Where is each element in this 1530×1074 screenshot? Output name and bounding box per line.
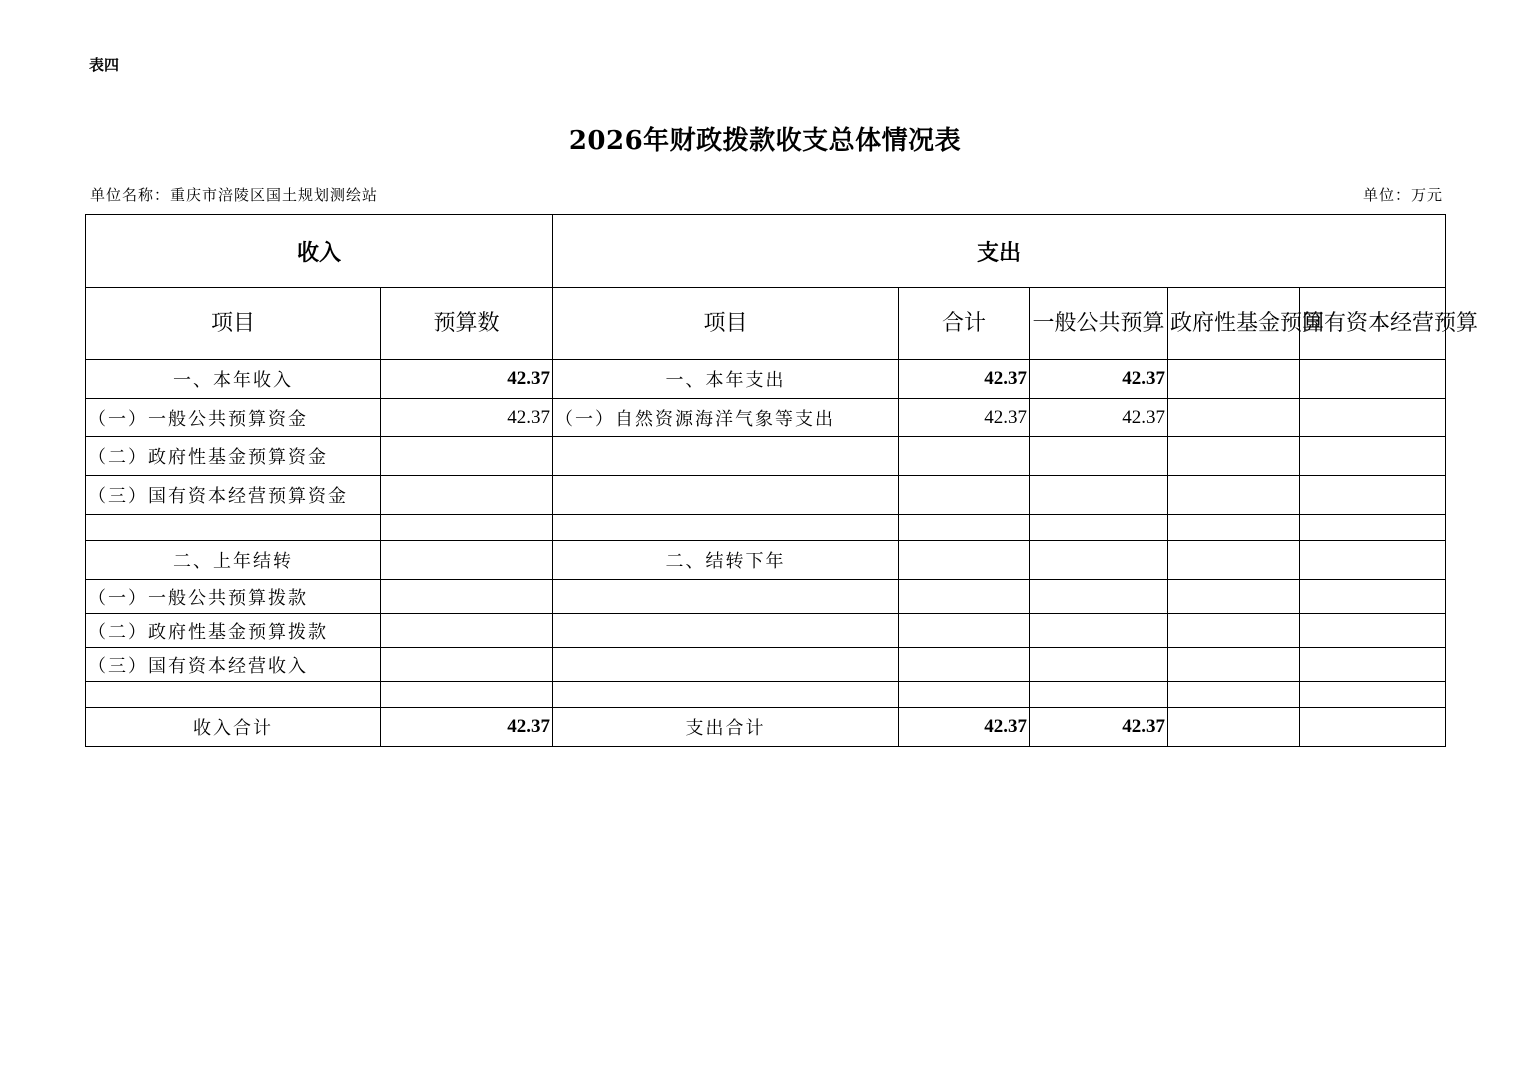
table-row [86, 682, 1446, 708]
expense-total-amount: 42.37 [899, 708, 1030, 747]
col-header-income-budget: 预算数 [381, 288, 553, 360]
income-item [86, 682, 381, 708]
expense-fund [1168, 614, 1300, 648]
expense-fund-total [1168, 708, 1300, 747]
table-row [86, 614, 1446, 648]
page-title: 2026年财政拨款收支总体情况表 [568, 126, 962, 156]
income-item: （二）政府性基金预算拨款 [86, 614, 381, 648]
expense-item [553, 614, 899, 648]
income-item: （一）一般公共预算拨款 [86, 580, 381, 614]
expense-item [553, 648, 899, 682]
expense-fund [1168, 682, 1300, 708]
expense-fund [1168, 648, 1300, 682]
expense-state-capital [1300, 648, 1446, 682]
table-number-label: 表四 [89, 56, 120, 74]
expense-item: 二、结转下年 [553, 541, 899, 580]
income-item: 一、本年收入 [86, 360, 381, 399]
expense-general [1030, 476, 1168, 515]
expense-item [553, 515, 899, 541]
income-total-amount: 42.37 [381, 708, 553, 747]
expense-fund [1168, 541, 1300, 580]
unit-measure: 单位：万元 [1362, 186, 1443, 204]
expense-general-total: 42.37 [1030, 708, 1168, 747]
expense-total [899, 682, 1030, 708]
expense-fund [1168, 360, 1300, 399]
income-item: 二、上年结转 [86, 541, 381, 580]
expense-general: 42.37 [1030, 360, 1168, 399]
expense-total-label: 支出合计 [553, 708, 899, 747]
table-row [86, 360, 1446, 399]
expense-fund [1168, 437, 1300, 476]
expense-general [1030, 515, 1168, 541]
expense-fund [1168, 515, 1300, 541]
col-header-general-budget: 一般公共预算 [1030, 288, 1168, 360]
income-item: （一）一般公共预算资金 [86, 399, 381, 437]
income-amount [381, 682, 553, 708]
expense-general [1030, 580, 1168, 614]
expense-total [899, 541, 1030, 580]
expense-state-capital-total [1300, 708, 1446, 747]
expense-header: 支出 [553, 215, 1446, 288]
expense-fund [1168, 580, 1300, 614]
expense-item [553, 682, 899, 708]
col-header-fund-budget: 政府性基金预算 [1168, 288, 1300, 360]
expense-state-capital [1300, 515, 1446, 541]
expense-state-capital [1300, 476, 1446, 515]
expense-total [899, 515, 1030, 541]
income-amount [381, 437, 553, 476]
expense-state-capital [1300, 580, 1446, 614]
expense-item: （一）自然资源海洋气象等支出 [553, 399, 899, 437]
table-row [86, 648, 1446, 682]
expense-item [553, 580, 899, 614]
income-amount: 42.37 [381, 360, 553, 399]
expense-fund [1168, 476, 1300, 515]
col-header-state-capital-budget: 国有资本经营预算 [1300, 288, 1446, 360]
expense-general: 42.37 [1030, 399, 1168, 437]
table-row [86, 580, 1446, 614]
col-header-total: 合计 [899, 288, 1030, 360]
expense-state-capital [1300, 360, 1446, 399]
budget-table [85, 214, 1479, 747]
header-row-sub [86, 288, 1446, 360]
expense-state-capital [1300, 614, 1446, 648]
expense-general [1030, 541, 1168, 580]
totals-row [86, 708, 1446, 747]
expense-state-capital [1300, 541, 1446, 580]
expense-total [899, 648, 1030, 682]
header-row-top [86, 215, 1446, 288]
table-row [86, 399, 1446, 437]
income-item: （二）政府性基金预算资金 [86, 437, 381, 476]
income-amount [381, 515, 553, 541]
table-row [86, 541, 1446, 580]
expense-total: 42.37 [899, 399, 1030, 437]
expense-total [899, 437, 1030, 476]
expense-item: 一、本年支出 [553, 360, 899, 399]
income-item [86, 515, 381, 541]
expense-state-capital [1300, 437, 1446, 476]
income-item: （三）国有资本经营预算资金 [86, 476, 381, 515]
income-item: （三）国有资本经营收入 [86, 648, 381, 682]
income-amount [381, 580, 553, 614]
income-amount [381, 648, 553, 682]
income-header: 收入 [86, 215, 553, 288]
expense-item [553, 476, 899, 515]
unit-name: 单位名称：重庆市涪陵区国土规划测绘站 [90, 186, 379, 204]
expense-general [1030, 682, 1168, 708]
table-row [86, 437, 1446, 476]
expense-state-capital [1300, 399, 1446, 437]
expense-general [1030, 437, 1168, 476]
expense-general [1030, 614, 1168, 648]
expense-total: 42.37 [899, 360, 1030, 399]
expense-total [899, 614, 1030, 648]
col-header-income-item: 项目 [86, 288, 381, 360]
expense-general [1030, 648, 1168, 682]
col-header-expense-item: 项目 [553, 288, 899, 360]
table-row [86, 476, 1446, 515]
expense-item [553, 437, 899, 476]
income-amount [381, 541, 553, 580]
income-total-label: 收入合计 [86, 708, 381, 747]
expense-total [899, 476, 1030, 515]
expense-total [899, 580, 1030, 614]
expense-state-capital [1300, 682, 1446, 708]
income-amount [381, 476, 553, 515]
table-row [86, 515, 1446, 541]
income-amount [381, 614, 553, 648]
income-amount: 42.37 [381, 399, 553, 437]
expense-fund [1168, 399, 1300, 437]
